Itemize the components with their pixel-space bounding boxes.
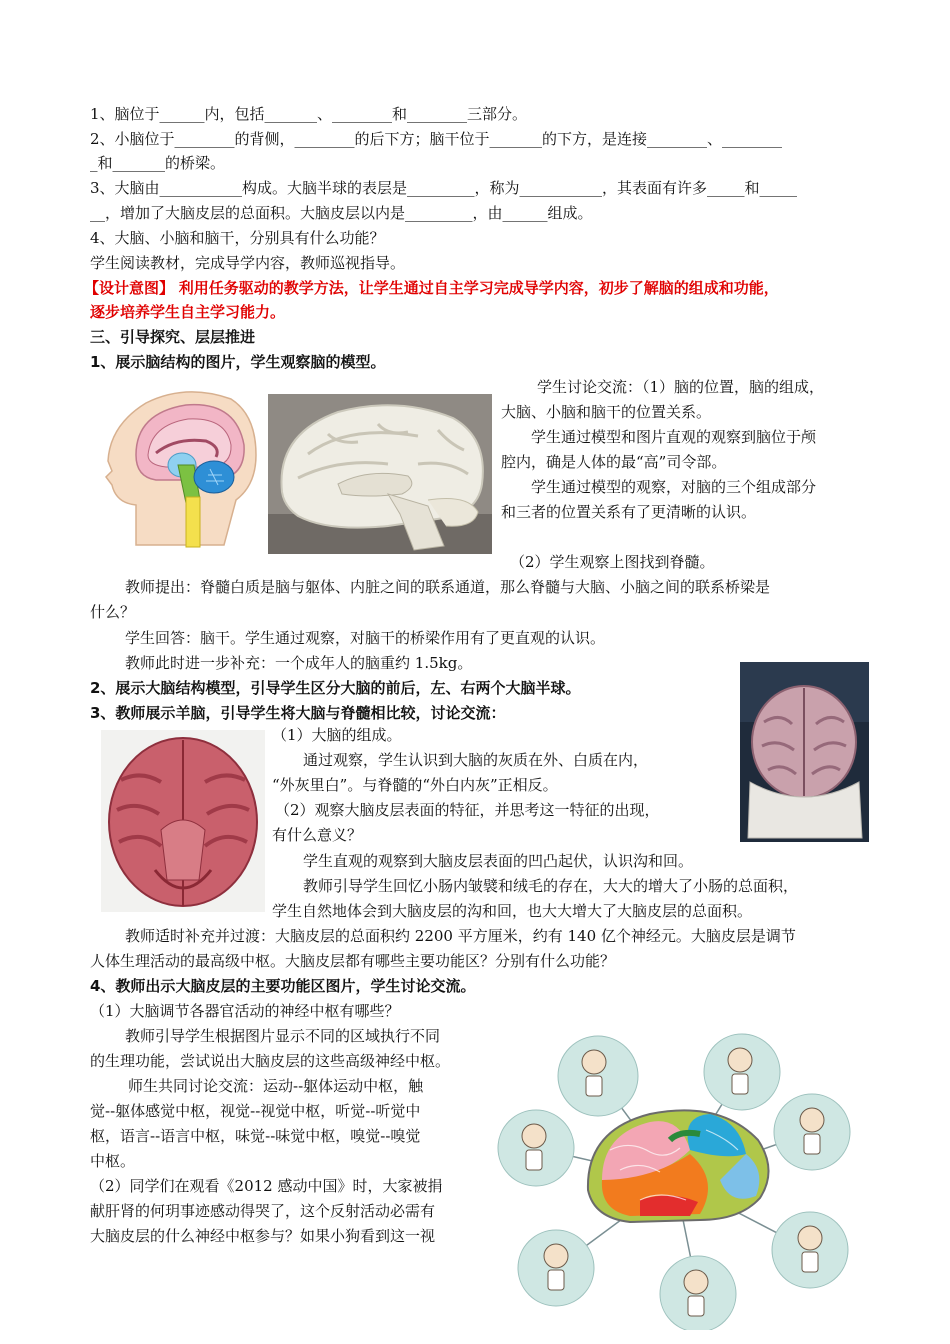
step1-side-line6: 和三者的位置关系有了更清晰的认识。 [501, 503, 757, 521]
step3-line5: 有什么意义？ [272, 826, 363, 844]
step3-title: 3、教师展示羊脑，引导学生将大脑与脊髓相比较，讨论交流： [90, 704, 506, 722]
step3-line6: 学生直观的观察到大脑皮层表面的凹凸起伏，认识沟和回。 [303, 852, 694, 870]
step4-line6: 枢，语言--语言中枢，味觉--味觉中枢，嗅觉--嗅觉 [90, 1127, 421, 1145]
step3-line8: 学生自然地体会到大脑皮层的沟和回，也大大增大了大脑皮层的总面积。 [272, 902, 753, 920]
step1-side-line4: 腔内，确是人体的最“高”司令部。 [501, 453, 727, 471]
design-intent-line1: 【设计意图】 利用任务驱动的教学方法，让学生通过自主学习完成导学内容，初步了解脑的组成和功能， [84, 279, 779, 297]
step3-line4: （2）观察大脑皮层表面的特征，并思考这一特征的出现， [275, 801, 660, 819]
guide-item-2: 2、小脑位于________的背侧，________的后下方；脑干位于_______的下方，是连接________、________ [90, 130, 783, 148]
student-answer: 学生回答：脑干。学生通过观察，对脑干的桥梁作用有了更直观的认识。 [125, 629, 606, 647]
step4-line1: （1）大脑调节各器官活动的神经中枢有哪些？ [90, 1002, 400, 1020]
head-sagittal-figure [96, 385, 260, 548]
step1-question2: （2）学生观察上图找到脊髓。 [510, 553, 715, 571]
guide-item-3-cont: __，增加了大脑皮层的总面积。大脑皮层以内是_________，由______组成。 [90, 204, 593, 222]
step4-line8: （2）同学们在观看《2012 感动中国》时，大家被捐 [90, 1177, 443, 1195]
step1-side-line1: 学生讨论交流：（1）脑的位置，脑的组成， [537, 378, 825, 396]
step4-line2: 教师引导学生根据图片显示不同的区域执行不同 [125, 1027, 441, 1045]
design-intent-tag: 【设计意图】 [84, 279, 175, 297]
guide-item-2-cont: _和_______的桥梁。 [90, 154, 226, 172]
step4-line3: 的生理功能，尝试说出大脑皮层的这些高级神经中枢。 [90, 1052, 451, 1070]
design-intent-line2: 逐步培养学生自主学习能力。 [90, 303, 286, 321]
step4-line9: 献肝肾的何玥事迹感动得哭了，这个反射活动必需有 [90, 1202, 436, 1220]
step3-line3: “外灰里白”。与脊髓的“外白内灰”正相反。 [272, 776, 558, 794]
step3-transition2: 人体生理活动的最高级中枢。大脑皮层都有哪些主要功能区？分别有什么功能？ [90, 952, 616, 970]
step4-title: 4、教师出示大脑皮层的主要功能区图片，学生讨论交流。 [90, 977, 476, 995]
guide-instruction: 学生阅读教材，完成导学内容，教师巡视指导。 [90, 254, 406, 272]
step1-side-line2: 大脑、小脑和脑干的位置关系。 [501, 403, 712, 421]
step1-side-line3: 学生通过模型和图片直观的观察到脑位于颅 [531, 428, 817, 446]
step3-line1: （1）大脑的组成。 [272, 726, 402, 744]
teacher-question-cont: 什么？ [90, 603, 136, 621]
brain-model-skull-photo [740, 662, 869, 842]
guide-item-1: 1、脑位于______内，包括_______、________和________三部分。 [90, 105, 528, 123]
step4-line7: 中枢。 [90, 1152, 136, 1170]
teacher-question: 教师提出：脊髓白质是脑与躯体、内脏之间的联系通道，那么脊髓与大脑、小脑之间的联系桥梁是 [125, 578, 771, 596]
step2-title: 2、展示大脑结构模型，引导学生区分大脑的前后，左、右两个大脑半球。 [90, 679, 581, 697]
brain-model-photo [268, 394, 492, 554]
step4-line4: 师生共同讨论交流：运动--躯体运动中枢，触 [128, 1077, 424, 1095]
step3-line2: 通过观察，学生认识到大脑的灰质在外、白质在内， [303, 751, 649, 769]
teacher-supplement: 教师此时进一步补充：一个成年人的脑重约 1.5kg。 [125, 654, 473, 672]
step1-side-line5: 学生通过模型的观察，对脑的三个组成部分 [531, 478, 817, 496]
step4-line5: 觉--躯体感觉中枢，视觉--视觉中枢，听觉--听觉中 [90, 1102, 421, 1120]
guide-item-4: 4、大脑、小脑和脑干，分别具有什么功能？ [90, 229, 385, 247]
section-title: 三、引导探究、层层推进 [90, 328, 256, 346]
step3-transition1: 教师适时补充并过渡：大脑皮层的总面积约 2200 平方厘米，约有 140 亿个神经元。大脑皮层是调节 [125, 927, 796, 945]
step4-line10: 大脑皮层的什么神经中枢参与？如果小狗看到这一视 [90, 1227, 436, 1245]
guide-item-3: 3、大脑由___________构成。大脑半球的表层是_________，称为___________，其表面有许多_____和_____ [90, 179, 798, 197]
brain-function-areas-figure [490, 1030, 865, 1330]
step3-line7: 教师引导学生回忆小肠内皱襞和绒毛的存在，大大的增大了小肠的总面积， [303, 877, 799, 895]
step1-title: 1、展示脑结构的图片，学生观察脑的模型。 [90, 353, 386, 371]
sheep-brain-photo [101, 730, 265, 912]
